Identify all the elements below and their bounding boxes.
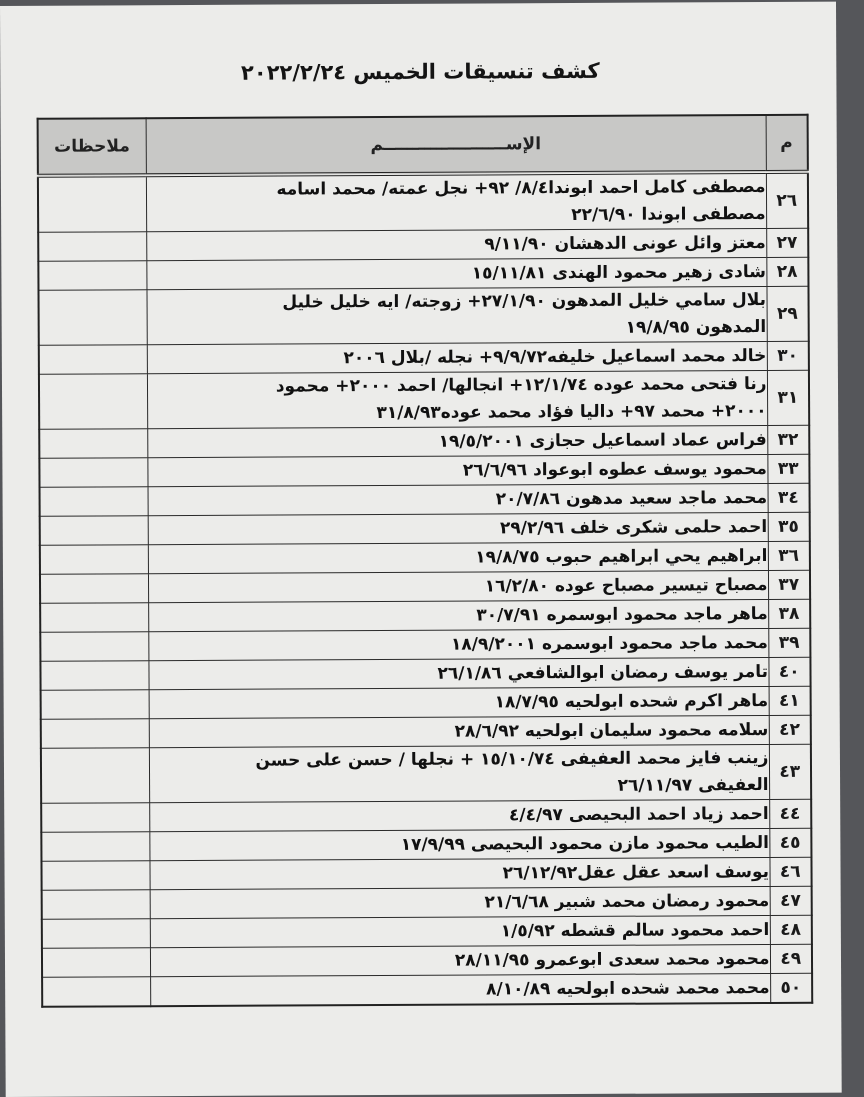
row-number: ٣٦	[768, 541, 810, 570]
table-row	[41, 799, 811, 832]
table-row	[38, 172, 808, 233]
row-notes	[38, 290, 146, 346]
table-row	[40, 628, 810, 661]
header-name: الإســـــــــــــــــــــم	[146, 115, 766, 175]
table-row	[38, 257, 808, 290]
row-name: محمد محمد شحده ابولحيه ٨/١٠/٨٩	[150, 973, 770, 1006]
table-body	[38, 172, 812, 1007]
row-notes	[40, 487, 148, 517]
row-number: ٣٧	[768, 570, 810, 599]
table-row	[42, 973, 812, 1007]
names-table	[37, 114, 814, 1008]
row-notes	[42, 977, 150, 1007]
row-notes	[39, 374, 147, 430]
row-notes	[38, 232, 146, 262]
table-row	[39, 454, 809, 487]
row-notes	[40, 603, 148, 633]
row-number: ٣٤	[768, 483, 810, 512]
row-notes	[41, 861, 149, 891]
row-notes	[38, 175, 146, 232]
row-number: ٤٧	[770, 886, 812, 915]
table-row	[41, 828, 811, 861]
paper-sheet	[0, 2, 842, 1097]
row-notes	[39, 429, 147, 459]
row-number: ٤٤	[769, 799, 811, 828]
row-name: تامر يوسف رمضان ابوالشافعي ٢٦/١/٨٦	[148, 657, 768, 689]
table-row	[39, 370, 809, 429]
row-notes	[40, 545, 148, 575]
row-notes	[40, 574, 148, 604]
header-number: م	[766, 115, 808, 172]
table-header-row	[38, 115, 808, 176]
row-name: ماهر ماجد محمود ابوسمره ٣٠/٧/٩١	[148, 599, 768, 631]
table-row	[41, 715, 811, 748]
row-number: ٣٩	[768, 628, 810, 657]
row-name: سلامه محمود سليمان ابولحيه ٢٨/٦/٩٢	[149, 715, 769, 747]
row-number: ٢٧	[766, 228, 808, 257]
row-name: مصباح تيسير مصباح عوده ١٦/٢/٨٠	[148, 570, 768, 602]
document-title: كشف تنسيقات الخميس ٢٠٢٢/٢/٢٤	[240, 58, 600, 85]
row-notes	[38, 261, 146, 291]
table-row	[41, 744, 811, 803]
row-name: رنا فتحى محمد عوده ١٢/١/٧٤+ انجالها/ احمد ٢٠٠٠+ محمود ٢٠٠٠+ محمد ٩٧+ داليا فؤاد محمد عوده٣١/٨/٩٣	[147, 370, 767, 428]
row-name: احمد زياد احمد البحيصى ٤/٤/٩٧	[149, 799, 769, 831]
row-name: يوسف اسعد عقل عقل٢٦/١٢/٩٢	[149, 857, 769, 889]
row-number: ٢٩	[766, 286, 808, 341]
row-name: الطيب محمود مازن محمود البحيصى ١٧/٩/٩٩	[149, 828, 769, 860]
row-number: ٢٦	[766, 172, 808, 229]
row-number: ٣٨	[768, 599, 810, 628]
row-number: ٤٢	[769, 715, 811, 744]
table-row	[38, 286, 808, 345]
row-name: معتز وائل عونى الدهشان ٩/١١/٩٠	[146, 228, 766, 260]
row-name: محمود يوسف عطوه ابوعواد ٢٦/٦/٩٦	[147, 454, 767, 486]
row-name: ماهر اكرم شحده ابولحيه ١٨/٧/٩٥	[149, 686, 769, 718]
row-notes	[41, 719, 149, 749]
row-notes	[40, 661, 148, 691]
row-name: شادى زهير محمود الهندى ١٥/١١/٨١	[146, 257, 766, 289]
row-number: ٢٨	[766, 257, 808, 286]
table-row	[40, 483, 810, 516]
row-number: ٤٣	[769, 744, 811, 799]
row-number: ٣٣	[767, 454, 809, 483]
table-row	[42, 944, 812, 977]
row-name: محمد ماجد سعيد مدهون ٢٠/٧/٨٦	[148, 483, 768, 515]
row-notes	[42, 890, 150, 920]
row-name: محمود رمضان محمد شبير ٢١/٦/٦٨	[150, 886, 770, 918]
row-name: محمود محمد سعدى ابوعمرو ٢٨/١١/٩٥	[150, 944, 770, 976]
row-number: ٤٥	[769, 828, 811, 857]
row-name: محمد ماجد محمود ابوسمره ١٨/٩/٢٠٠١	[148, 628, 768, 660]
row-number: ٤٨	[770, 915, 812, 944]
row-number: ٣٢	[767, 425, 809, 454]
row-number: ٥٠	[770, 973, 812, 1003]
row-name: بلال سامي خليل المدهون ٢٧/١/٩٠+ زوجته/ ايه خليل خليل المدهون ١٩/٨/٩٥	[146, 286, 766, 344]
row-notes	[39, 458, 147, 488]
row-name: احمد محمود سالم قشطه ١/٥/٩٢	[150, 915, 770, 947]
header-notes: ملاحظات	[38, 118, 146, 176]
table-row	[40, 570, 810, 603]
table-row	[39, 425, 809, 458]
row-name: فراس عماد اسماعيل حجازى ١٩/٥/٢٠٠١	[147, 425, 767, 457]
row-notes	[41, 690, 149, 720]
table-row	[39, 341, 809, 374]
row-number: ٤١	[769, 686, 811, 715]
row-name: مصطفى كامل احمد ابوندا٨/٤/ ٩٢+ نجل عمته/ محمد اسامه مصطفى ابوندا ٢٢/٦/٩٠	[146, 172, 766, 232]
row-number: ٤٩	[770, 944, 812, 973]
row-notes	[42, 919, 150, 949]
row-notes	[40, 632, 148, 662]
table-row	[42, 886, 812, 919]
row-number: ٣٠	[767, 341, 809, 370]
row-name: ابراهيم يحي ابراهيم حبوب ١٩/٨/٧٥	[148, 541, 768, 573]
row-notes	[40, 516, 148, 546]
row-notes	[42, 948, 150, 978]
row-number: ٣٥	[768, 512, 810, 541]
row-number: ٣١	[767, 370, 809, 425]
row-notes	[41, 803, 149, 833]
row-name: زينب فايز محمد العفيفى ١٥/١٠/٧٤ + نجلها / حسن على حسن العفيفى ٢٦/١١/٩٧	[149, 744, 769, 802]
row-notes	[41, 748, 149, 804]
row-number: ٤٠	[768, 657, 810, 686]
table-row	[38, 228, 808, 261]
row-name: احمد حلمى شكرى خلف ٢٩/٢/٩٦	[148, 512, 768, 544]
table-row	[40, 657, 810, 690]
table-row	[40, 512, 810, 545]
row-notes	[39, 345, 147, 375]
row-notes	[41, 832, 149, 862]
table-row	[41, 686, 811, 719]
table-row	[42, 915, 812, 948]
table-row	[41, 857, 811, 890]
row-name: خالد محمد اسماعيل خليفه٩/٩/٧٢+ نجله /بلال ٢٠٠٦	[147, 341, 767, 373]
table-row	[40, 541, 810, 574]
row-number: ٤٦	[769, 857, 811, 886]
table-row	[40, 599, 810, 632]
